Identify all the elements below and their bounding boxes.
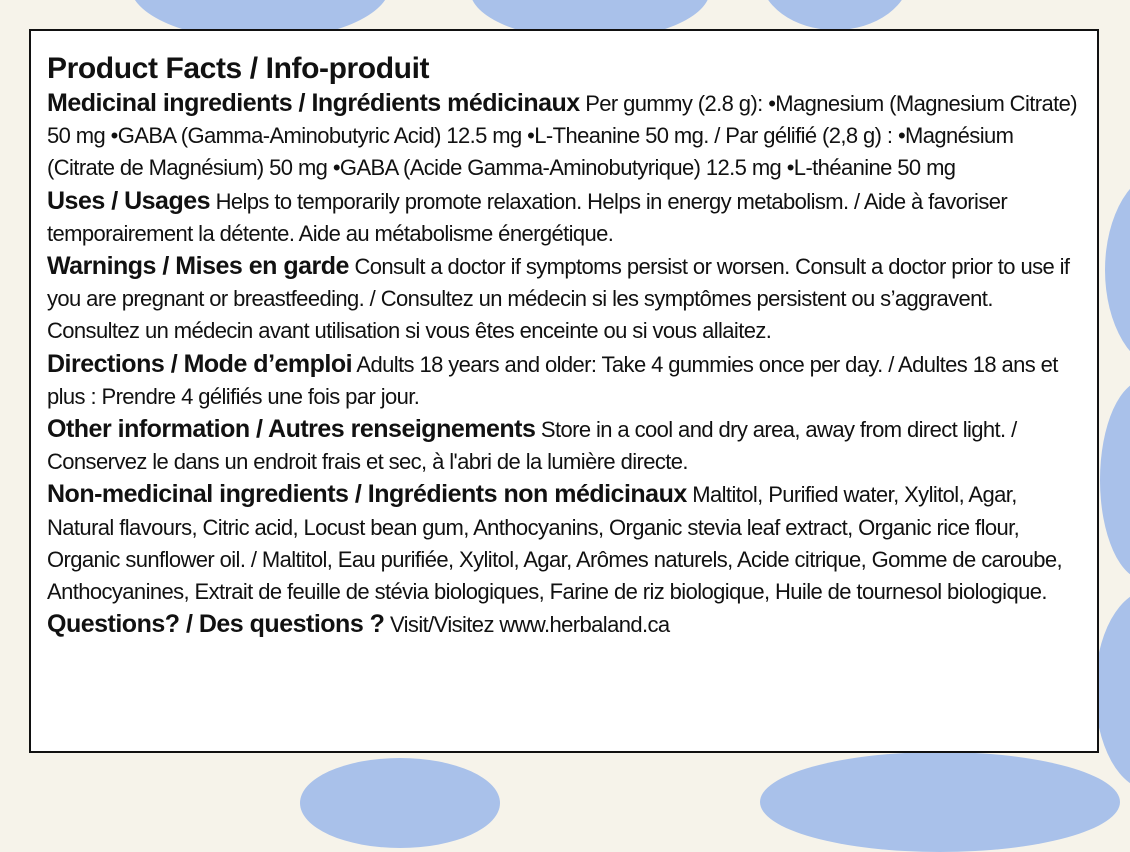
- questions-heading: Questions? / Des questions ?: [47, 610, 385, 639]
- non-medicinal-ingredients-heading: Non-medicinal ingredients / Ingrédients non médicinaux: [47, 480, 687, 509]
- directions-heading: Directions / Mode d’emploi: [47, 349, 353, 378]
- background-blob-top-right: [760, 0, 910, 30]
- medicinal-ingredients-section: [47, 87, 1081, 185]
- background-blob-right-bottom: [1095, 590, 1130, 790]
- non-medicinal-ingredients-section: [47, 478, 1081, 608]
- uses-section: [47, 185, 1081, 250]
- panel-title: Product Facts / Info-produit: [47, 52, 430, 85]
- other-information-heading: Other information / Autres renseignements: [47, 415, 536, 444]
- product-facts-panel: [29, 29, 1099, 753]
- directions-text: Adults 18 years and older: Take 4 gummies once per day. / Adultes 18 ans et plus : Prendre 4 gélifiés une fois par jour.: [47, 351, 1058, 409]
- medicinal-ingredients-heading: Medicinal ingredients / Ingrédients médicinaux: [47, 89, 580, 117]
- background-blob-bottom-right: [760, 752, 1120, 852]
- questions-text: Visit/Visitez www.herbaland.ca: [389, 612, 670, 638]
- warnings-section: [47, 250, 1081, 348]
- medicinal-ingredients-text: Per gummy (2.8 g): •Magnesium (Magnesium Citrate) 50 mg •GABA (Gamma-Aminobutyric Acid) 12.5 mg •L-Theanine 50 mg. / Par gélifié (2,8 g) : •Magnésium (Citrate de Magnésium) 50 mg •GABA (Acide Gamma-Aminobutyrique) 12.5 mg •L-théanine 50 mg: [47, 91, 1078, 181]
- warnings-text: Consult a doctor if symptoms persist or worsen. Consult a doctor prior to use if you are pregnant or breastfeeding. / Consultez un médecin si les symptômes persistent ou s’aggravent. Consultez un médecin avant utilisation si vous êtes enceinte ou si vous allaitez.: [47, 254, 1070, 344]
- background-blob-right-lower: [1100, 380, 1130, 580]
- other-information-text: Store in a cool and dry area, away from direct light. / Conservez le dans un endroit frais et sec, à l'abri de la lumière directe.: [47, 417, 1017, 475]
- background-blob-right-upper: [1105, 170, 1130, 370]
- uses-heading: Uses / Usages: [47, 186, 211, 215]
- warnings-heading: Warnings / Mises en garde: [47, 252, 349, 281]
- non-medicinal-ingredients-text: Maltitol, Purified water, Xylitol, Agar, Natural flavours, Citric acid, Locust bean gum, Anthocyanins, Organic stevia leaf extract, Organic rice flour, Organic sunflower oil. / Maltitol, Eau purifiée, Xylitol, Agar, Arômes naturels, Acide citrique, Gomme de caroube, Anthocyanines, Extrait de feuille de stévia biologiques, Farine de riz biologique, Huile de tournesol biologique.: [47, 482, 1063, 605]
- background-blob-bottom-left: [300, 758, 500, 848]
- uses-text: Helps to temporarily promote relaxation. Helps in energy metabolism. / Aide à favoriser temporairement la détente. Aide au métabolisme énergétique.: [47, 188, 1008, 246]
- directions-section: [47, 348, 1081, 413]
- other-information-section: [47, 413, 1081, 478]
- questions-section: [47, 608, 1081, 641]
